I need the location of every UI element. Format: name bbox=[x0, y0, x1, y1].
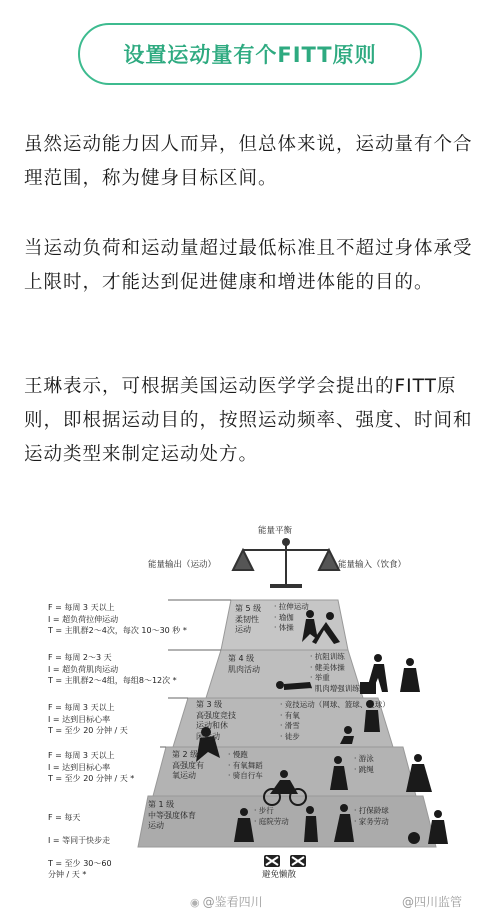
weibo-icon: ◉ bbox=[190, 896, 200, 909]
level-1-label: 第 1 级 中等强度体育 运动 bbox=[148, 800, 196, 830]
fitt-time: T = 至少 20 分钟 / 天 * bbox=[48, 774, 135, 783]
level-3-label: 第 3 级 高强度竞技 运动和休 闲运动 bbox=[196, 700, 236, 741]
watermark-right bbox=[402, 893, 462, 910]
paragraph-3: 王琳表示，可根据美国运动医学学会提出的FITT原则，即根据运动目的，按照运动频率、强度、时间和运动类型来制定运动处方。 bbox=[24, 376, 473, 465]
level-2-activities: · 慢跑 · 有氧舞蹈 · 骑自行车 bbox=[228, 750, 263, 780]
level-3-activities: · 竞技运动（网球、篮球、足球） · 有氧 · 滑雪 · 徒步 bbox=[280, 700, 390, 741]
fitt-pyramid-figure bbox=[48, 522, 458, 882]
fitt-level-3 bbox=[48, 702, 168, 737]
fitt-time: T = 至少 30～60 分钟 / 天 * bbox=[48, 858, 112, 879]
avoid-sedentary-label: 避免懒散 bbox=[262, 870, 297, 880]
fitt-level-5 bbox=[48, 602, 187, 637]
avoid-icons bbox=[264, 855, 306, 867]
level-2-activities-extra: · 游泳 · 跳绳 bbox=[354, 754, 374, 774]
energy-output-label: 能量输出（运动） bbox=[148, 560, 217, 570]
page-title: 设置运动量有个FITT原则 bbox=[123, 43, 377, 67]
fitt-time: T = 至少 20 分钟 / 天 bbox=[48, 726, 128, 735]
fitt-frequency: F = 每周 3 天以上 bbox=[48, 703, 115, 712]
fitt-time: T = 主肌群2～4次，每次 10～30 秒 * bbox=[48, 626, 187, 635]
balance-scale-icon bbox=[233, 539, 339, 586]
fitt-frequency: F = 每天 bbox=[48, 812, 81, 822]
fitt-level-2 bbox=[48, 750, 168, 785]
level-4-activities: · 抗阻训练 · 健美体操 · 举重 · 肌肉增强训练 bbox=[310, 652, 360, 693]
level-2-label: 第 2 级 高强度有 氧运动 bbox=[172, 750, 204, 780]
watermark-left bbox=[190, 893, 263, 910]
fitt-time: T = 主肌群2～4组，每组8～12次 * bbox=[48, 676, 177, 685]
fitt-frequency: F = 每周 2～3 天 bbox=[48, 653, 112, 662]
level-5-activities: · 拉伸运动 · 瑜伽 · 体操 bbox=[274, 602, 309, 632]
fitt-intensity: I = 超负荷肌肉运动 bbox=[48, 664, 119, 674]
energy-balance-label: 能量平衡 bbox=[258, 526, 293, 536]
fitt-intensity: I = 达到目标心率 bbox=[48, 762, 111, 772]
fitt-frequency: F = 每周 3 天以上 bbox=[48, 751, 115, 760]
level-1-activities: · 步行 · 庭院劳动 bbox=[254, 806, 289, 826]
title-banner bbox=[78, 23, 422, 85]
watermark-left-text: @鉴看四川 bbox=[202, 895, 263, 909]
energy-input-label: 能量输入（饮食） bbox=[338, 560, 407, 570]
level-1-activities-extra: · 打保龄球 · 家务劳动 bbox=[354, 806, 389, 826]
watermark-right-text: @四川监管 bbox=[402, 895, 463, 909]
paragraph-1: 虽然运动能力因人而异，但总体来说，运动量有个合理范围，称为健身目标区间。 bbox=[24, 134, 473, 189]
paragraph-2: 当运动负荷和运动量超过最低标准且不超过身体承受上限时，才能达到促进健康和增进体能的目的。 bbox=[24, 238, 473, 293]
fitt-intensity: I = 超负荷拉伸运动 bbox=[48, 614, 119, 624]
level-4-label: 第 4 级 肌肉活动 bbox=[228, 654, 260, 674]
fitt-intensity: I = 等同于快步走 bbox=[48, 835, 111, 845]
fitt-frequency: F = 每周 3 天以上 bbox=[48, 603, 115, 612]
level-5-label: 第 5 级 柔韧性 运动 bbox=[235, 604, 262, 634]
fitt-level-4 bbox=[48, 652, 177, 687]
fitt-intensity: I = 达到目标心率 bbox=[48, 714, 111, 724]
